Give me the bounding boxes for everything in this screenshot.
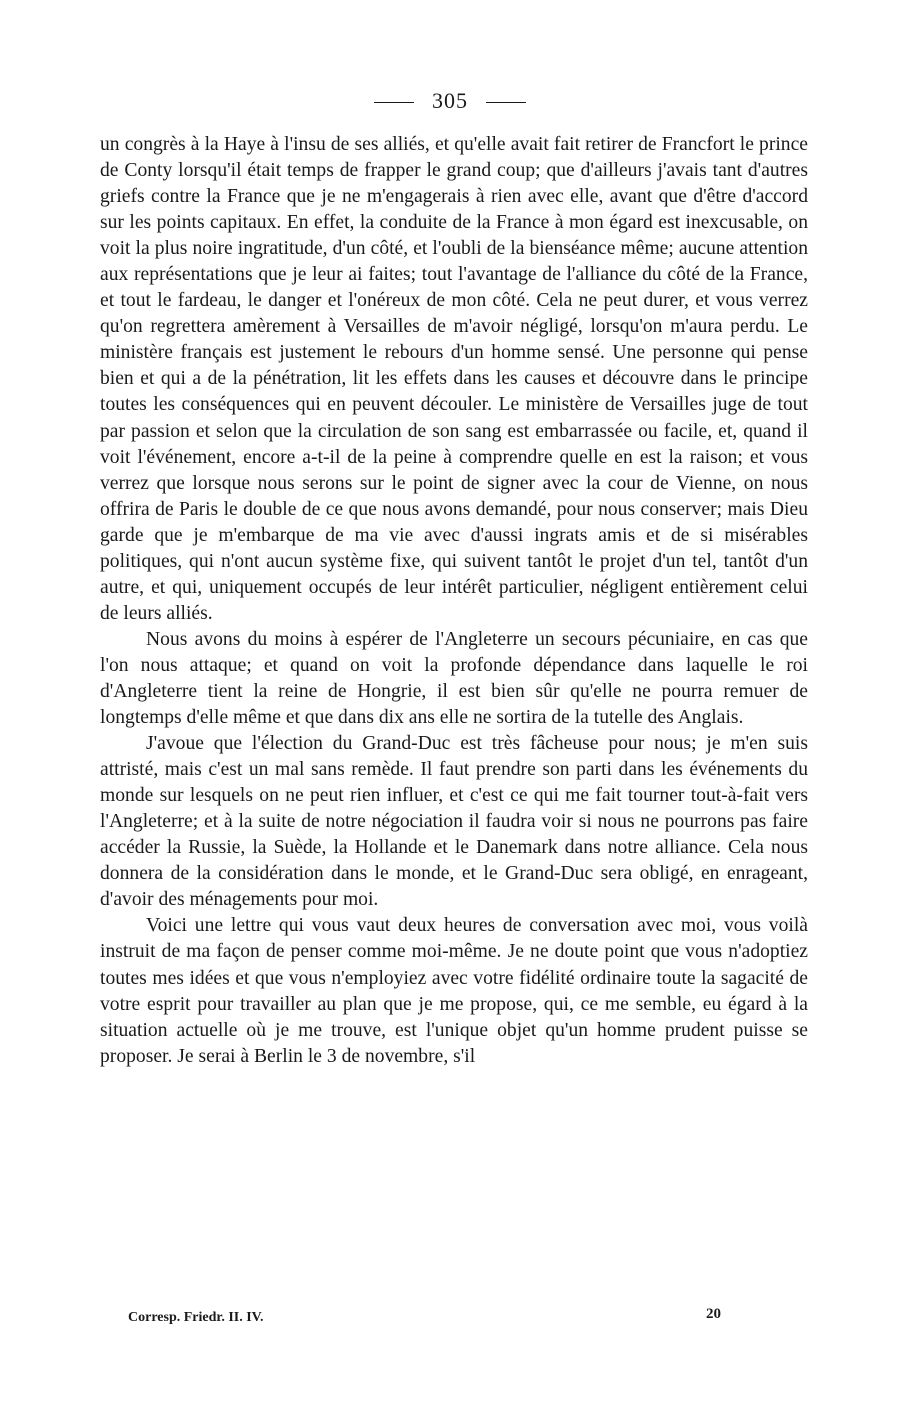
page-body bbox=[100, 132, 808, 1070]
header-rule-left bbox=[374, 102, 414, 103]
sheet-signature: Corresp. Friedr. II. IV. bbox=[128, 1310, 264, 1325]
paragraph-2: Nous avons du moins à espérer de l'Angleterre un secours pécuniaire, en cas que l'on nous attaque; et quand on voit la profonde dépendance dans laquelle le roi d'Angleterre tient la reine de Hongrie, il est bien sûr qu'elle ne pourra remuer de longtemps d'elle même et que dans dix ans elle ne sortira de la tutelle des Anglais. bbox=[100, 628, 808, 729]
header-rule-right bbox=[486, 102, 526, 103]
paragraph-4: Voici une lettre qui vous vaut deux heures de conversation avec moi, vous voilà instruit de ma façon de penser comme moi-même. Je ne doute point que vous n'adoptiez toutes mes idées et que vous n'employiez avec votre fidélité ordinaire toute la sagacité de votre esprit pour travailler au plan que je me propose, qui, ce me semble, eu égard à la situation actuelle où je me trouve, est l'unique objet qu'un homme prudent puisse se proposer. Je serai à Berlin le 3 de novembre, s'il bbox=[100, 915, 808, 1067]
paragraph-1: un congrès à la Haye à l'insu de ses alliés, et qu'elle avait fait retirer de Francfort le prince de Conty lorsqu'il était temps de frapper le grand coup; que d'ailleurs j'avais tant d'autres griefs contre la France que je ne m'engagerais à rien avec elle, avant que d'être d'accord sur les points capitaux. En effet, la conduite de la France à mon égard est inexcusable, on voit la plus noire ingratitude, d'un côté, et l'oubli de la bienséance même; aucune attention aux représentations que je leur ai faites; tout l'avantage de l'alliance du côté de la France, et tout le fardeau, le danger et l'onéreux de mon côté. Cela ne peut durer, et vous verrez qu'on regrettera amèrement à Versailles de m'avoir négligé, lorsqu'on m'aura perdu. Le ministère français est justement le rebours d'un homme sensé. Une personne qui pense bien et qui a de la pénétration, lit les effets dans les causes et découvre dans le principe toutes les conséquences qui en peuvent découler. Le ministère de Versailles juge de tout par passion et selon que la circulation de son sang est embarrassée ou facile, et, quand il voit l'événement, encore a-t-il de la peine à comprendre quelle en est la raison; et vous verrez que lorsque nous serons sur le point de signer avec la cour de Vienne, on nous offrira de Paris le double de ce que nous avons demandé, pour nous conserver; mais Dieu garde que je m'embarque de ma vie avec d'aussi ingrats amis et de si misérables politiques, qui n'ont aucun système fixe, qui suivent tantôt le projet d'un tel, tantôt d'un autre, et qui, uniquement occupés de leur intérêt particulier, négligent entièrement celui de leurs alliés. bbox=[100, 134, 808, 624]
page-number: 305 bbox=[432, 88, 468, 113]
sheet-number: 20 bbox=[706, 1306, 721, 1322]
paragraph-3: J'avoue que l'élection du Grand-Duc est très fâcheuse pour nous; je m'en suis attristé, mais c'est un mal sans remède. Il faut prendre son parti dans les événements du monde sur lesquels on ne peut rien influer, et c'est ce qui me fait tourner tout-à-fait vers l'Angleterre; et à la suite de notre négociation il faudra voir si nous ne pourrons pas faire accéder la Russie, la Suède, la Hollande et le Danemark dans notre alliance. Cela nous donnera de la considération dans le monde, et le Grand-Duc sera obligé, en enrageant, d'avoir des ménagements pour moi. bbox=[100, 733, 808, 911]
page-header bbox=[0, 88, 900, 114]
